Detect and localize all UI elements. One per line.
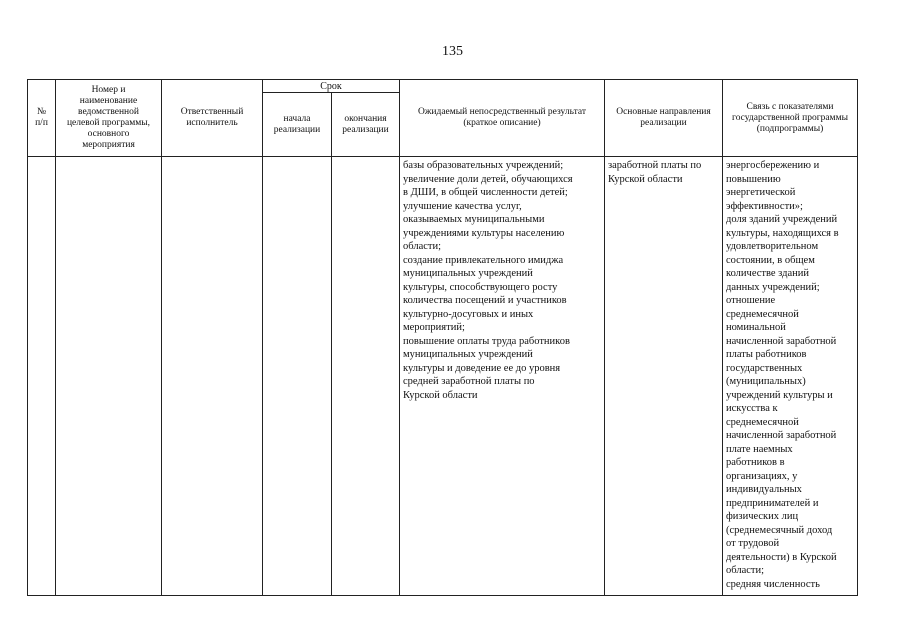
header-responsible	[162, 80, 263, 157]
cell-end-text	[332, 157, 399, 159]
cell-directions-text: заработной платы по Курской области	[608, 160, 702, 185]
cell-num	[28, 157, 56, 596]
header-end	[332, 93, 400, 157]
cell-result-text: базы образовательных учреждений; увеличение доли детей, обучающихся в ДШИ, в общей численности детей; улучшение качества услуг, оказываемых муниципальными учреждениями культуры населению области; создание привлекательного имиджа муниципальных учреждений культуры, способствующего росту количества посещений и участников культурно-досуговых и иных мероприятий; повышение оплаты труда работников муниципальных учреждений культуры и доведение ее до уровня средней заработной платы по Курской области	[403, 160, 573, 401]
cell-directions	[605, 157, 723, 596]
cell-responsible-text	[162, 157, 262, 159]
header-name	[56, 80, 162, 157]
header-name-text: Номер и наименование ведомственной целевой программы, основного мероприятия	[66, 85, 151, 150]
cell-indicators	[723, 157, 858, 596]
cell-result	[400, 157, 605, 596]
header-directions	[605, 80, 723, 157]
header-start	[263, 93, 332, 157]
cell-name	[56, 157, 162, 596]
header-result	[400, 80, 605, 157]
header-num-text: № п/п	[35, 107, 48, 128]
header-num	[28, 80, 56, 157]
cell-start	[263, 157, 332, 596]
cell-num-text	[28, 157, 55, 159]
table-row	[28, 157, 858, 596]
header-start-text: начала реализации	[273, 113, 321, 135]
header-responsible-text: Ответственный исполнитель	[180, 107, 244, 128]
cell-start-text	[263, 157, 331, 159]
cell-end	[332, 157, 400, 596]
header-result-text: Ожидаемый непосредственный результат (краткое описание)	[418, 107, 586, 128]
cell-responsible	[162, 157, 263, 596]
header-end-text: окончания реализации	[342, 113, 389, 135]
header-period	[263, 80, 400, 93]
program-table	[27, 79, 858, 596]
header-indicators	[723, 80, 858, 157]
page-number: 135	[442, 44, 463, 59]
header-directions-text: Основные направления реализации	[616, 107, 711, 128]
header-period-text: Срок	[320, 80, 342, 92]
cell-name-text	[56, 157, 161, 159]
cell-indicators-text: энергосбережению и повышению энергетической эффективности»; доля зданий учреждений культуры, находящихся в удовлетворительном состоянии, в общем количестве зданий данных учреждений; отношение среднемесячной номинальной начисленной заработной платы работников государственных (муниципальных) учреждений культуры и искусства к среднемесячной начисленной заработной плате наемных работников в организациях, у индивидуальных предпринимателей и физических лиц (среднемесячный доход от трудовой деятельности) в Курской области; средняя численность	[726, 160, 839, 590]
header-indicators-text: Связь с показателями государственной программы (подпрограммы)	[732, 101, 848, 134]
